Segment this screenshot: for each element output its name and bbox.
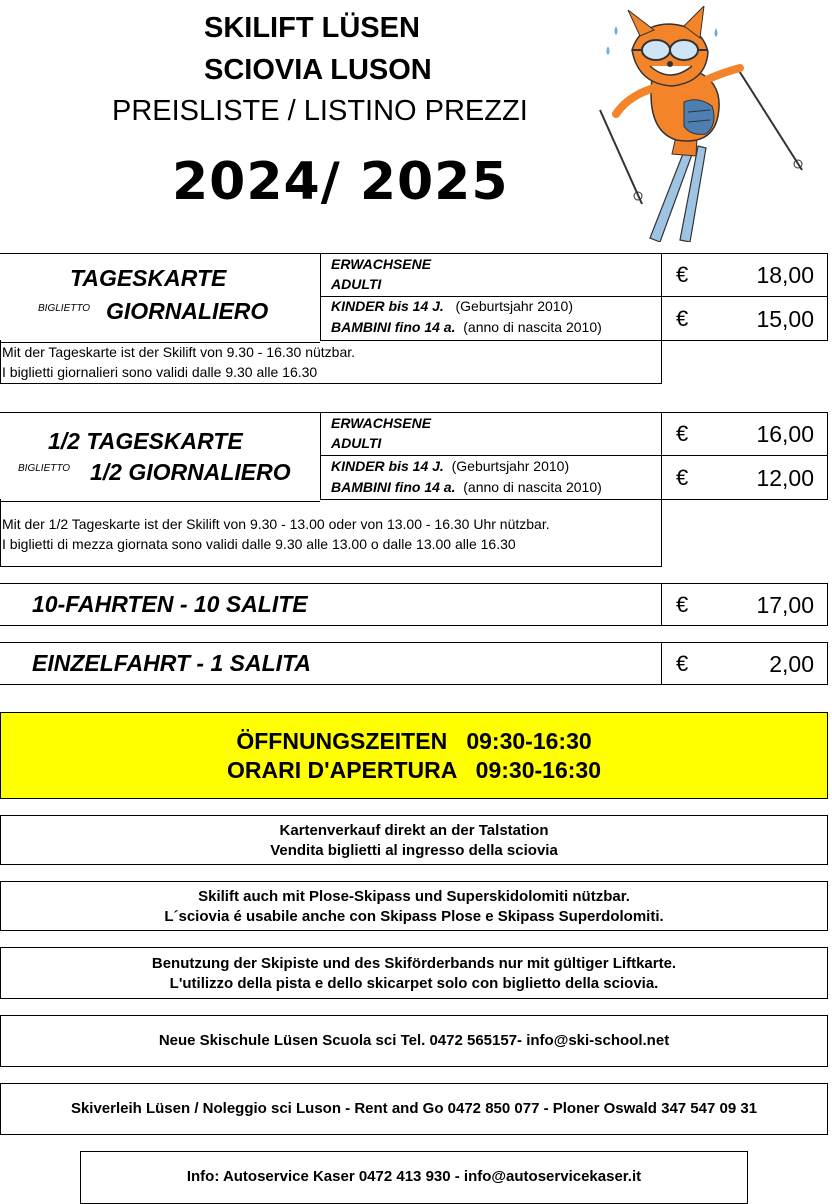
- ten-rides-price: 17,00: [756, 592, 814, 618]
- single-ride-label: EINZELFAHRT - 1 SALITA: [32, 650, 311, 676]
- ten-rides-label: 10-FAHRTEN - 10 SALITE: [32, 591, 308, 617]
- day-adult-label-it: ADULTI: [331, 276, 382, 292]
- day-ticket-subtitle: GIORNALIERO: [106, 298, 269, 324]
- info-slope-usage-de: Benutzung der Skipiste und des Skiförderbands nur mit gültiger Liftkarte.: [151, 955, 677, 972]
- half-child-label-it: BAMBINI fino 14 a. (anno di nascita 2010): [331, 479, 602, 495]
- day-child-label-it: BAMBINI fino 14 a. (anno di nascita 2010): [331, 319, 602, 335]
- info-ski-rental: Skiverleih Lüsen / Noleggio sci Luson - Rent and Go 0472 850 077 - Ploner Oswald 347 547 09 31: [70, 1100, 758, 1117]
- day-child-label-de: KINDER bis 14 J. (Geburtsjahr 2010): [331, 298, 574, 314]
- info-ski-school: Neue Skischule Lüsen Scuola sci Tel. 0472 565157- info@ski-school.net: [158, 1032, 670, 1049]
- info-box-contact: [80, 1151, 748, 1204]
- half-child-currency: €: [676, 465, 689, 490]
- info-box-slope-usage: [0, 947, 828, 999]
- info-box-ski-rental: [0, 1083, 828, 1135]
- opening-hours-de: ÖFFNUNGSZEITEN 09:30-16:30: [236, 728, 592, 754]
- info-box-ticket-sales: [0, 815, 828, 865]
- half-adult-label-it: ADULTI: [331, 435, 382, 451]
- title-line-1: SKILIFT LÜSEN: [204, 12, 420, 44]
- single-ride-currency: €: [676, 651, 689, 676]
- info-box-ski-school: [0, 1015, 828, 1067]
- day-adult-price: 18,00: [756, 262, 814, 288]
- info-ticket-sales-it: Vendita biglietti al ingresso della sciovia: [270, 842, 558, 859]
- half-day-ticket-title: 1/2 TAGESKARTE: [48, 428, 243, 454]
- half-child-label-de: KINDER bis 14 J. (Geburtsjahr 2010): [331, 458, 570, 474]
- half-adult-currency: €: [676, 421, 689, 446]
- half-child-price: 12,00: [756, 465, 814, 491]
- day-ticket-note-it: I biglietti giornalieri sono validi dalle 9.30 alle 16.30: [2, 364, 318, 380]
- opening-hours-it: ORARI D'APERTURA 09:30-16:30: [227, 757, 601, 783]
- info-slope-usage-it: L'utilizzo della pista e dello skicarpet solo con biglietto della sciovia.: [169, 975, 659, 992]
- half-adult-label-de: ERWACHSENE: [331, 415, 432, 431]
- info-skipass-it: L´sciovia é usabile anche con Skipass Plose e Skipass Superdolomiti.: [164, 908, 664, 925]
- info-ticket-sales-de: Kartenverkauf direkt an der Talstation: [279, 822, 549, 839]
- info-skipass-de: Skilift auch mit Plose-Skipass und Superskidolomiti nützbar.: [198, 888, 630, 905]
- half-adult-price: 16,00: [756, 421, 814, 447]
- opening-hours-banner: [0, 712, 828, 799]
- fox-skier-mascot-image: [588, 6, 830, 242]
- single-ride-price: 2,00: [769, 651, 814, 677]
- ten-rides-currency: €: [676, 592, 689, 617]
- day-child-currency: €: [676, 306, 689, 331]
- day-adult-label-de: ERWACHSENE: [331, 256, 432, 272]
- day-ticket-prefix: BIGLIETTO: [38, 303, 91, 314]
- price-list-heading: PREISLISTE / LISTINO PREZZI: [112, 95, 528, 127]
- half-day-ticket-prefix: BIGLIETTO: [18, 463, 71, 474]
- info-box-skipass: [0, 881, 828, 931]
- half-day-note-it: I biglietti di mezza giornata sono validi dalle 9.30 alle 13.00 o dalle 13.00 alle 16.30: [2, 536, 516, 552]
- season-year: 2024/ 2025: [172, 152, 509, 212]
- day-ticket-note-de: Mit der Tageskarte ist der Skilift von 9.30 - 16.30 nützbar.: [2, 344, 356, 360]
- day-child-price: 15,00: [756, 306, 814, 332]
- day-ticket-title: TAGESKARTE: [70, 265, 227, 291]
- day-adult-currency: €: [676, 262, 689, 287]
- half-day-ticket-subtitle: 1/2 GIORNALIERO: [90, 459, 291, 485]
- title-line-2: SCIOVIA LUSON: [204, 54, 432, 86]
- half-day-note-de: Mit der 1/2 Tageskarte ist der Skilift von 9.30 - 13.00 oder von 13.00 - 16.30 Uhr nützbar.: [2, 516, 550, 532]
- info-contact: Info: Autoservice Kaser 0472 413 930 - info@autoservicekaser.it: [186, 1168, 642, 1185]
